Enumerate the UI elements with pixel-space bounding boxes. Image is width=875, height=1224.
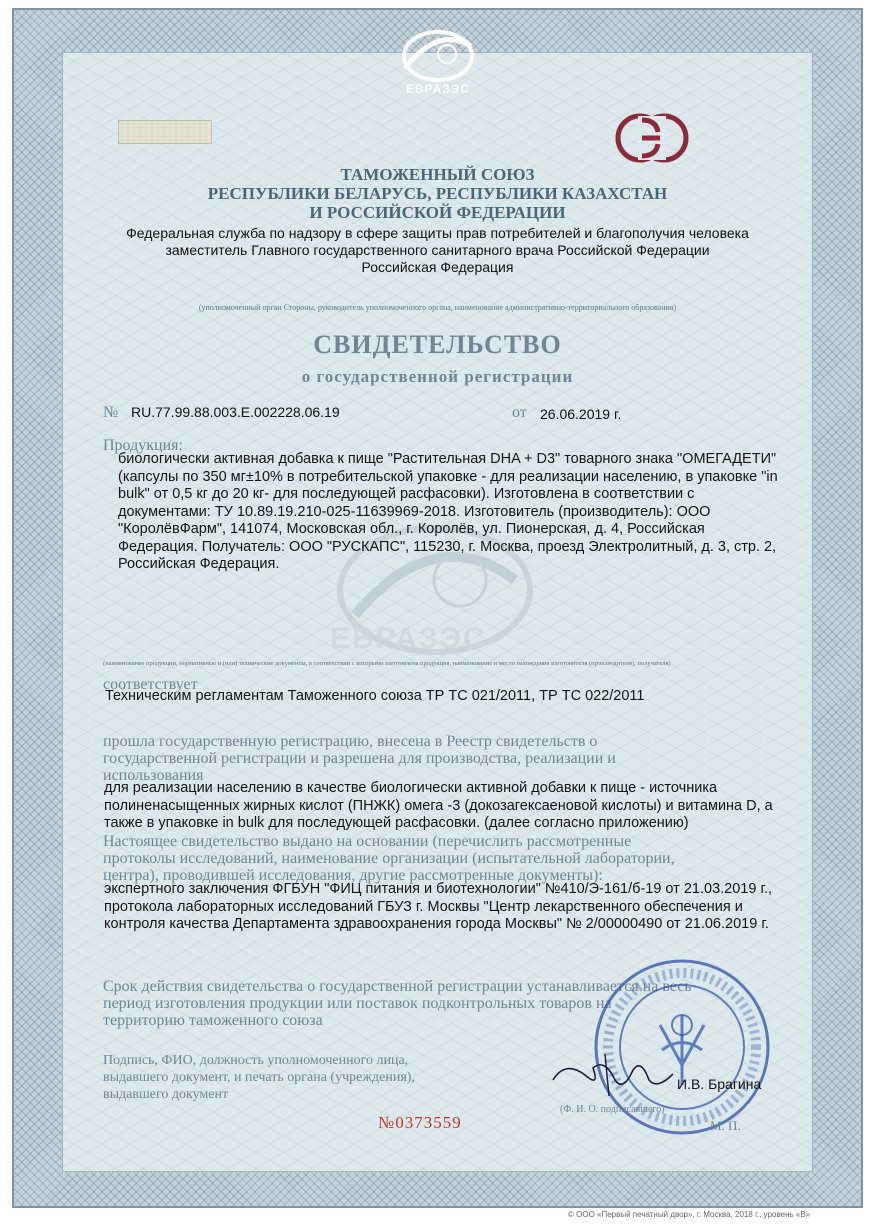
basis-text-line: центра), проводившей исследования, другие рассмотренные документы): (103, 867, 603, 884)
printer-footer: © ООО «Первый печатный двор», г. Москва, 2018 г., уровень «В» (568, 1210, 811, 1219)
authority-line-1: Федеральная служба по надзору в сфере защиты прав потребителей и благополучия человека (126, 225, 749, 241)
header-line-1: ТАМОЖЕННЫЙ СОЮЗ (340, 165, 535, 184)
product-caption: (наименование продукции, нормативные и (или) технические документы, в соответствии с которыми изготовлена продукция, наименование и место нахождения изготовителя (производителя), получателя) (103, 660, 671, 667)
registration-text-line: использования (103, 767, 204, 784)
date-label: от (512, 404, 527, 421)
signature-label-line: выдавшего документ (103, 1087, 229, 1102)
registration-number: RU.77.99.88.003.Е.002228.06.19 (131, 404, 340, 420)
authority-line-3: Российская Федерация (361, 259, 514, 275)
conformity-label: соответствует (103, 676, 198, 693)
registration-date: 26.06.2019 г. (540, 406, 622, 422)
handwritten-signature (545, 1050, 685, 1100)
header-line-3: И РОССИЙСКОЙ ФЕДЕРАЦИИ (309, 203, 566, 222)
validity-line: Срок действия свидетельства о государственной регистрации устанавливается на весь (103, 978, 692, 995)
signatory-name: И.В. Брагина (677, 1076, 762, 1092)
evrazes-logo (383, 20, 493, 100)
basis-value-line: протокола лабораторных исследований ГБУЗ г. Москвы "Центр лекарственного обеспечения и (104, 898, 743, 915)
watermark-logo-text: ЕВРАЗЭС (330, 622, 487, 655)
validity-line: период изготовления продукции или поставок подконтрольных товаров на (103, 995, 612, 1012)
certificate-title: СВИДЕТЕЛЬСТВО (313, 330, 562, 359)
number-label: № (103, 404, 119, 421)
registration-value-line: полиненасыщенных жирных кислот (ПНЖК) омега -3 (докозагексаеновой кислоты) и витамина D, а (104, 797, 773, 814)
authority-caption: (уполномоченный орган Стороны, руководитель уполномоченного органа, наименование административно-территориального образования) (198, 303, 677, 312)
registration-text-line: прошла государственную регистрацию, внесена в Реестр свидетельств о (103, 733, 598, 750)
product-line: (капсулы по 350 мг±10% в потребительской упаковке - для реализации населению, в упаковке "in (118, 468, 778, 485)
validity-line: территорию таможенного союза (103, 1012, 323, 1029)
basis-text-line: Настоящее свидетельство выдано на основании (перечислить рассмотренные (103, 833, 632, 850)
stamp-place-label: М. П. (710, 1118, 741, 1133)
signature-label-line: выдавшего документ, и печать органа (учреждения), (103, 1070, 415, 1085)
basis-text-line: протоколы исследований, наименование организации (испытательной лаборатории, (103, 850, 675, 867)
basis-value-line: контроля качества Департамента здравоохранения города Москвы" № 2/00000490 от 21.06.2019 г. (104, 916, 769, 932)
signatory-caption: (Ф. И. О. подписавшего) (560, 1104, 665, 1115)
product-label: Продукция: (103, 437, 183, 454)
product-line: "КоролёвФарм", 141074, Московская обл., г. Королёв, ул. Пионерская, д. 4, Российская (118, 521, 705, 537)
eac-mark-icon (612, 110, 692, 166)
serial-number: №0373559 (378, 1113, 462, 1132)
conformity-value: Техническим регламентам Таможенного союза ТР ТС 021/2011, ТР ТС 022/2011 (105, 688, 645, 704)
product-line: документами: ТУ 10.89.19.210-025-11639969-2018. Изготовитель (производитель): ООО (118, 503, 711, 520)
certificate-subtitle: о государственной регистрации (301, 367, 574, 386)
basis-value-line: экспертного заключения ФГБУН "ФИЦ питания и биотехнологии" №410/Э-161/б-19 от 21.03.2019 г., (104, 881, 773, 897)
registration-text-line: государственной регистрации и разрешена для производства, реализации и (103, 750, 616, 767)
hologram-strip (118, 120, 212, 144)
signature-label-line: Подпись, ФИО, должность уполномоченного лица, (103, 1053, 409, 1068)
registration-value-line: также в упаковке in bulk для последующей расфасовки. (далее согласно приложению) (104, 815, 689, 831)
logo-text: ЕВРАЗЭС (405, 82, 470, 96)
product-line: Федерация. Получатель: ООО "РУСКАПС", 115230, г. Москва, проезд Электролитный, д. 3, стр. 2, (118, 538, 777, 555)
header-line-2: РЕСПУБЛИКИ БЕЛАРУСЬ, РЕСПУБЛИКИ КАЗАХСТАН (207, 184, 668, 203)
product-line: bulk" от 0,5 кг до 20 кг- для последующей расфасовки). Изготовлена в соответствии с (118, 486, 695, 502)
evrazes-emblem-icon (383, 20, 493, 86)
product-line: Российская Федерация. (118, 556, 280, 572)
registration-value-line: для реализации населению в качестве биологически активной добавки к пище - источника (104, 780, 718, 796)
authority-line-2: заместитель Главного государственного санитарного врача Российской Федерации (165, 242, 710, 258)
product-line: биологически активная добавка к пище "Растительная DHA + D3" товарного знака "ОМЕГАДЕТИ" (118, 451, 777, 467)
